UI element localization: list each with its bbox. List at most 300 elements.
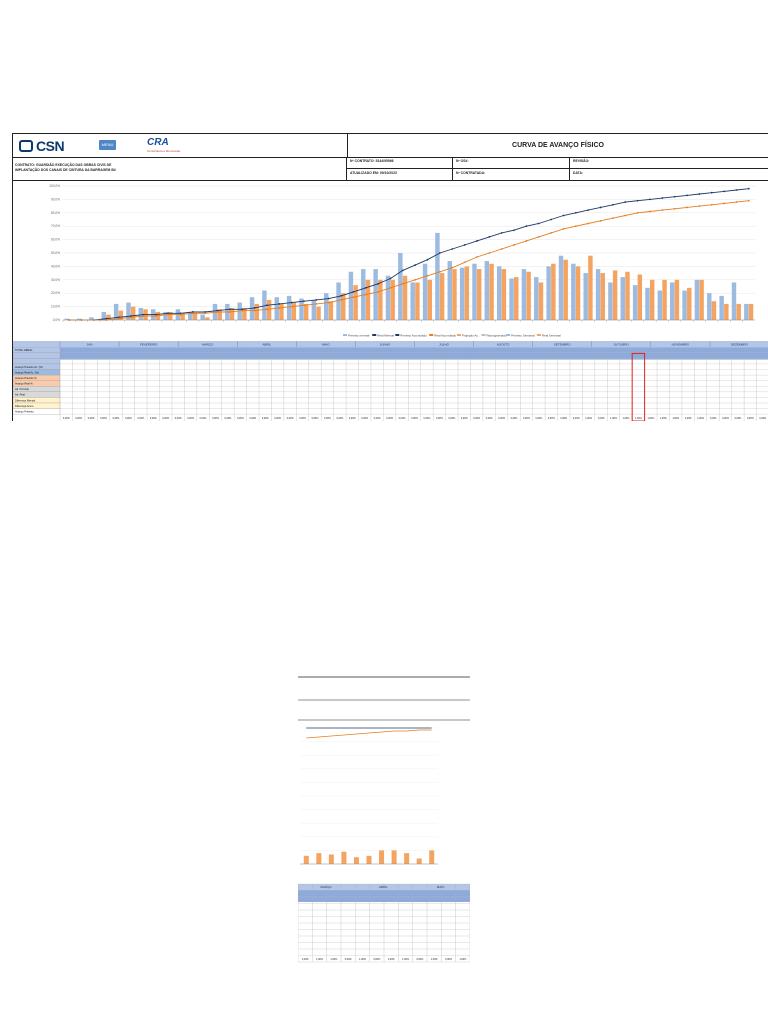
page2-bar	[329, 854, 334, 864]
bottom-value: 0,00%	[224, 417, 232, 420]
bottom-value: 0,00%	[722, 417, 729, 420]
contractor-label: Nº CONTRATADA:	[456, 171, 486, 175]
bar-planned	[559, 256, 563, 320]
y-tick-label: 10,0%	[50, 304, 60, 309]
bottom-value: 0,00%	[448, 417, 456, 420]
bar-real	[366, 280, 370, 320]
line-real-cumulative-point	[661, 209, 663, 211]
line-real-cumulative-point	[748, 200, 750, 202]
bottom-value: 0,00%	[361, 417, 369, 420]
line-planned-cumulative-point	[229, 308, 231, 310]
line-planned-cumulative-point	[649, 199, 651, 201]
bottom-value: 0,00%	[460, 417, 468, 420]
y-tick-label: 60,0%	[50, 237, 60, 242]
bar-real	[699, 280, 703, 320]
bar-real	[687, 288, 691, 320]
line-planned-cumulative-point	[266, 304, 268, 306]
line-real-cumulative-point	[538, 236, 540, 238]
line-real-cumulative-point	[612, 217, 614, 219]
bar-real	[267, 300, 271, 320]
line-real-cumulative-point	[130, 316, 132, 318]
s-curve-svg	[13, 181, 768, 341]
legend-swatch	[429, 334, 433, 336]
bar-real	[712, 301, 716, 320]
bottom-value: 0,00%	[473, 417, 481, 420]
date-cell	[570, 169, 768, 181]
page2-bar	[366, 856, 371, 864]
bottom-value: 1,00%	[659, 417, 667, 420]
y-tick-label: 30,0%	[50, 277, 60, 282]
bar-planned	[349, 272, 353, 320]
bar-real	[465, 266, 469, 320]
bottom-value: 1,00%	[684, 417, 692, 420]
legend-swatch	[457, 334, 461, 336]
page2-bottom-value: 0,00%	[445, 958, 452, 961]
bar-planned	[460, 268, 464, 320]
line-planned-cumulative-point	[711, 192, 713, 194]
bottom-value: 0,00%	[535, 417, 543, 420]
bottom-value: 1,00%	[610, 417, 617, 420]
bar-planned	[732, 282, 736, 320]
line-planned-cumulative-point	[698, 193, 700, 195]
bar-real	[131, 307, 135, 320]
row-label: Avanço Previsto %	[15, 376, 37, 380]
bar-real	[749, 304, 753, 320]
csn-logo-mark-icon	[19, 140, 33, 152]
bottom-value: 1,00%	[635, 417, 642, 420]
bottom-value: 0,00%	[137, 417, 145, 420]
bar-real	[650, 280, 654, 320]
progress-table-svg	[13, 341, 768, 421]
bar-planned	[398, 253, 402, 320]
bar-planned	[200, 315, 204, 320]
legend-label: Projeção Ac.	[461, 333, 479, 338]
csn-logo-text: CSN	[36, 138, 65, 154]
row-label: Avanço Real %	[15, 382, 33, 386]
month-label: JUNHO	[379, 342, 391, 347]
contract-cell	[13, 157, 347, 181]
line-real-cumulative-point	[155, 315, 157, 317]
bar-real	[613, 270, 617, 320]
line-real-cumulative-point	[476, 256, 478, 258]
month-label: SETEMBRO	[553, 342, 571, 347]
bar-planned	[670, 282, 674, 320]
month-label: JAN	[86, 342, 93, 347]
line-planned-cumulative-point	[427, 259, 429, 261]
line-real-cumulative-point	[674, 208, 676, 210]
line-real-cumulative-point	[711, 204, 713, 206]
page2-bottom-value: 1,00%	[459, 958, 467, 961]
line-planned-cumulative-point	[315, 299, 317, 301]
line-planned-cumulative-point	[365, 287, 367, 289]
line-planned-cumulative-point	[402, 270, 404, 272]
month-label: MAIO	[322, 342, 330, 347]
bar-planned	[497, 266, 501, 320]
line-real-cumulative-point	[254, 310, 256, 312]
bottom-value: 1,00%	[585, 417, 593, 420]
line-real-cumulative-point	[204, 312, 206, 314]
month-label: DEZEMBRO	[730, 342, 748, 347]
bar-planned	[682, 291, 686, 320]
bottom-value: 1,00%	[622, 417, 630, 420]
page2-bottom-value: 1,00%	[330, 958, 338, 961]
bar-planned	[485, 261, 489, 320]
line-planned-cumulative-point	[538, 223, 540, 225]
line-real-cumulative-point	[291, 306, 293, 308]
bar-planned	[435, 233, 439, 320]
bottom-value: 0,00%	[398, 417, 406, 420]
line-planned-cumulative-point	[637, 200, 639, 202]
bar-planned	[608, 282, 612, 320]
line-real-cumulative-point	[501, 248, 503, 250]
line-real-cumulative-point	[451, 267, 453, 269]
bottom-value: 1,00%	[597, 417, 605, 420]
page2-bar	[404, 853, 409, 864]
bar-planned	[373, 269, 377, 320]
line-planned-cumulative-point	[600, 207, 602, 209]
bar-planned	[448, 261, 452, 320]
bottom-value: 0,00%	[299, 417, 306, 420]
bottom-value: 0,00%	[734, 417, 742, 420]
bottom-value: 0,00%	[547, 417, 555, 420]
legend-label: Previsto Acumulado	[400, 333, 427, 338]
bar-real	[514, 277, 518, 320]
bar-planned	[633, 285, 637, 320]
bar-planned	[287, 296, 291, 320]
page2-bar	[417, 859, 422, 864]
line-real-cumulative-point	[365, 294, 367, 296]
updated-label: ATUALIZADO EM: 09/10/2023	[350, 171, 397, 175]
bar-planned	[472, 264, 476, 320]
os-label: Nº OS#:	[456, 159, 469, 163]
line-planned-cumulative-point	[476, 240, 478, 242]
line-real-cumulative-point	[217, 311, 219, 313]
line-real-cumulative-point	[241, 310, 243, 312]
line-real-cumulative-point	[686, 207, 688, 209]
bottom-value: 0,00%	[311, 417, 319, 420]
bottom-value: 0,00%	[274, 417, 282, 420]
bar-real	[304, 304, 308, 320]
page2-bottom-value: 0,00%	[416, 958, 424, 961]
bar-planned	[658, 291, 662, 320]
legend-swatch	[537, 334, 541, 336]
row-label: Ad. Real	[15, 393, 25, 397]
bar-real	[316, 307, 320, 320]
bottom-value: 0,00%	[348, 417, 356, 420]
line-real-cumulative-point	[328, 302, 330, 304]
bar-planned	[324, 293, 328, 320]
line-real-cumulative-point	[266, 308, 268, 310]
bar-real	[329, 301, 333, 320]
bottom-value: 0,00%	[746, 417, 754, 420]
y-tick-label: 0,0%	[52, 318, 60, 322]
bottom-value: 0,00%	[174, 417, 182, 420]
month-label: JULHO	[439, 342, 449, 347]
bar-planned	[645, 288, 649, 320]
bar-real	[341, 293, 345, 320]
line-real-cumulative-point	[142, 315, 144, 317]
spreadsheet-page	[12, 133, 768, 421]
legend-label: Real Mensal	[377, 333, 394, 338]
bottom-value: 0,00%	[112, 417, 120, 420]
bottom-value: 0,00%	[187, 417, 194, 420]
bar-planned	[386, 276, 390, 320]
bar-planned	[571, 264, 575, 320]
bottom-value: 1,00%	[709, 417, 717, 420]
line-planned-cumulative-point	[575, 212, 577, 214]
bar-planned	[336, 282, 340, 320]
line-planned-cumulative-point	[451, 248, 453, 250]
revision-label: REVISÃO:	[573, 159, 590, 163]
line-planned-cumulative-point	[501, 232, 503, 234]
line-planned-cumulative-point	[439, 252, 441, 254]
line-planned-cumulative-point	[254, 307, 256, 309]
page2-bottom-value: 1,00%	[359, 958, 366, 961]
legend-swatch	[372, 334, 376, 336]
bottom-value: 0,00%	[498, 417, 505, 420]
page2-bar	[429, 850, 434, 864]
row-label-cell	[13, 353, 60, 359]
bar-planned	[583, 273, 587, 320]
month-label: NOVEMBRO	[671, 342, 690, 347]
y-tick-label: 40,0%	[50, 264, 60, 269]
line-real-cumulative-point	[229, 311, 231, 313]
legend-swatch	[482, 334, 486, 336]
line-planned-cumulative-point	[390, 278, 392, 280]
current-week-highlight	[632, 353, 644, 421]
bottom-value: 0,00%	[75, 417, 83, 420]
legend-label: Real Semanal	[541, 333, 561, 338]
line-real-cumulative-point	[118, 318, 120, 320]
line-real-cumulative-point	[340, 299, 342, 301]
page2-bottom-value: 1,00%	[387, 958, 395, 961]
legend-label: Real Acumulado	[434, 333, 457, 338]
bar-real	[551, 264, 555, 320]
contract-number: Nº CONTRATO: 5144/95066	[350, 159, 394, 163]
y-tick-label: 20,0%	[50, 291, 60, 296]
bottom-value: 1,00%	[672, 417, 680, 420]
progress-table	[13, 341, 768, 421]
line-real-cumulative-point	[315, 303, 317, 305]
line-real-cumulative-point	[179, 314, 181, 316]
row-label: Avanço Real Ac. (%)	[15, 371, 39, 375]
line-real-cumulative-point	[600, 220, 602, 222]
bar-real	[576, 266, 580, 320]
bar-planned	[596, 269, 600, 320]
line-planned-cumulative-point	[303, 300, 305, 302]
y-tick-label: 80,0%	[50, 210, 60, 215]
bottom-value: 0,00%	[560, 417, 568, 420]
legend-label: Previsto Semanal	[511, 333, 535, 338]
s-curve-chart	[13, 181, 768, 342]
page2-bar	[341, 852, 346, 864]
bottom-value: 0,00%	[373, 417, 381, 420]
bar-planned	[522, 269, 526, 320]
bottom-value: 0,00%	[261, 417, 269, 420]
bottom-value: 0,00%	[149, 417, 157, 420]
row-label: Avanço Previsto Ac. (%)	[15, 365, 43, 369]
line-planned-cumulative-point	[278, 303, 280, 305]
month-label: OUTUBRO	[613, 342, 629, 347]
line-planned-cumulative-point	[340, 295, 342, 297]
bottom-value: 1,00%	[647, 417, 655, 420]
bar-real	[736, 304, 740, 320]
line-planned-cumulative-point	[377, 283, 379, 285]
line-real-cumulative-point	[575, 225, 577, 227]
line-real-cumulative-point	[402, 283, 404, 285]
bottom-value: 0,00%	[62, 417, 70, 420]
y-tick-label: 70,0%	[50, 224, 60, 229]
bottom-value: 0,00%	[87, 417, 95, 420]
page2-bottom-value: 1,00%	[402, 958, 409, 961]
line-planned-cumulative-point	[587, 209, 589, 211]
contract-line-2: IMPLANTAÇÃO DOS CANAIS DE CINTURA DA BARRAGEM B4	[15, 167, 116, 172]
bar-planned	[312, 300, 316, 320]
bottom-value: 0,00%	[212, 417, 219, 420]
bottom-value: 1,00%	[697, 417, 704, 420]
page2-month-label: MARÇO	[320, 885, 332, 889]
line-real-cumulative-point	[723, 203, 725, 205]
month-header-band	[13, 341, 768, 347]
bottom-value: 0,00%	[435, 417, 443, 420]
bottom-value: 0,00%	[336, 417, 344, 420]
page2-line-real	[306, 730, 431, 738]
line-real-cumulative-point	[513, 244, 515, 246]
line-planned-cumulative-point	[328, 298, 330, 300]
bar-planned	[719, 296, 723, 320]
second-page-fragment	[298, 676, 470, 966]
bar-real	[638, 274, 642, 320]
bottom-value: 0,00%	[523, 417, 530, 420]
line-real-cumulative-point	[439, 271, 441, 273]
page2-month-label: ABRIL	[378, 885, 388, 889]
bar-planned	[621, 277, 625, 320]
row-label: Diferença Acum.	[15, 404, 35, 408]
legend-label: Previsto mensal	[348, 333, 370, 338]
line-real-cumulative-point	[427, 275, 429, 277]
bar-real	[526, 272, 530, 320]
menu-button[interactable]: MENU	[99, 140, 116, 150]
bar-planned	[707, 293, 711, 320]
bar-real	[588, 256, 592, 320]
page2-month-label: MAIO	[436, 885, 445, 889]
bar-real	[625, 272, 629, 320]
date-label: DATA:	[573, 171, 584, 175]
bar-real	[255, 304, 259, 320]
line-real-cumulative-point	[624, 215, 626, 217]
bottom-value: 0,00%	[100, 417, 107, 420]
bar-real	[415, 282, 419, 320]
bar-real	[489, 264, 493, 320]
legend-label: Reprogramado	[486, 333, 507, 338]
line-real-cumulative-point	[563, 228, 565, 230]
bar-real	[601, 273, 605, 320]
line-planned-cumulative-point	[525, 225, 527, 227]
line-real-cumulative-point	[550, 232, 552, 234]
legend-swatch	[343, 334, 347, 336]
page2-bottom-value: 1,00%	[301, 958, 309, 961]
bar-real	[675, 280, 679, 320]
line-planned-cumulative-point	[723, 190, 725, 192]
bottom-value: 0,00%	[510, 417, 518, 420]
month-label: ABRIL	[262, 342, 272, 347]
cra-tagline: Construtora e Rio Araras	[147, 149, 181, 153]
row-label-cell	[13, 358, 60, 364]
page2-bar	[316, 853, 321, 864]
line-real-cumulative-point	[390, 287, 392, 289]
line-planned-cumulative-point	[550, 219, 552, 221]
bar-real	[539, 282, 543, 320]
month-label: MARÇO	[202, 342, 214, 347]
line-planned-cumulative-point	[612, 204, 614, 206]
bar-planned	[546, 266, 550, 320]
legend-swatch	[506, 334, 510, 336]
bottom-value: 0,00%	[162, 417, 170, 420]
bar-planned	[410, 282, 414, 320]
bottom-value: 0,00%	[572, 417, 580, 420]
page2-bar	[354, 857, 359, 864]
bar-real	[724, 304, 728, 320]
bar-real	[292, 303, 296, 320]
month-label: FEVEREIRO	[139, 342, 158, 347]
os-cell	[453, 157, 570, 169]
bar-real	[452, 269, 456, 320]
bar-real	[390, 280, 394, 320]
bar-planned	[423, 264, 427, 320]
bottom-value: 0,00%	[423, 417, 431, 420]
line-real-cumulative-point	[649, 211, 651, 213]
page2-bottom-value: 0,00%	[344, 958, 352, 961]
line-real-cumulative-point	[525, 240, 527, 242]
bottom-value: 0,00%	[759, 417, 767, 420]
line-real-cumulative-point	[167, 314, 169, 316]
line-planned-cumulative-point	[624, 201, 626, 203]
line-planned-cumulative-point	[661, 197, 663, 199]
month-label: AGOSTO	[496, 342, 510, 347]
bar-planned	[695, 280, 699, 320]
week-header-band	[60, 347, 768, 359]
page-title: CURVA DE AVANÇO FÍSICO	[347, 134, 768, 158]
header-logo-cell	[13, 134, 348, 158]
bar-real	[428, 280, 432, 320]
bar-real	[440, 273, 444, 320]
legend-swatch	[395, 334, 399, 336]
row-label: Diferença Mensal	[15, 399, 36, 403]
bar-planned	[139, 308, 143, 320]
page2-bar	[379, 850, 384, 864]
line-real-cumulative-point	[303, 304, 305, 306]
bar-real	[502, 269, 506, 320]
bar-real	[279, 304, 283, 320]
line-planned-cumulative-point	[674, 196, 676, 198]
y-tick-label: 50,0%	[50, 251, 60, 255]
line-planned-cumulative-point	[686, 194, 688, 196]
line-planned-cumulative-point	[488, 236, 490, 238]
bottom-value: 0,00%	[199, 417, 207, 420]
bar-real	[662, 280, 666, 320]
line-real-cumulative-point	[587, 223, 589, 225]
bar-real	[477, 269, 481, 320]
line-real-cumulative-point	[192, 312, 194, 314]
bar-planned	[509, 278, 513, 320]
bottom-value: 0,00%	[324, 417, 331, 420]
line-planned-cumulative-point	[464, 244, 466, 246]
line-real-cumulative-point	[464, 261, 466, 263]
csn-logo	[19, 138, 64, 154]
cra-logo: CRA	[147, 137, 169, 148]
bar-real	[193, 313, 197, 320]
line-real-cumulative-point	[637, 212, 639, 214]
